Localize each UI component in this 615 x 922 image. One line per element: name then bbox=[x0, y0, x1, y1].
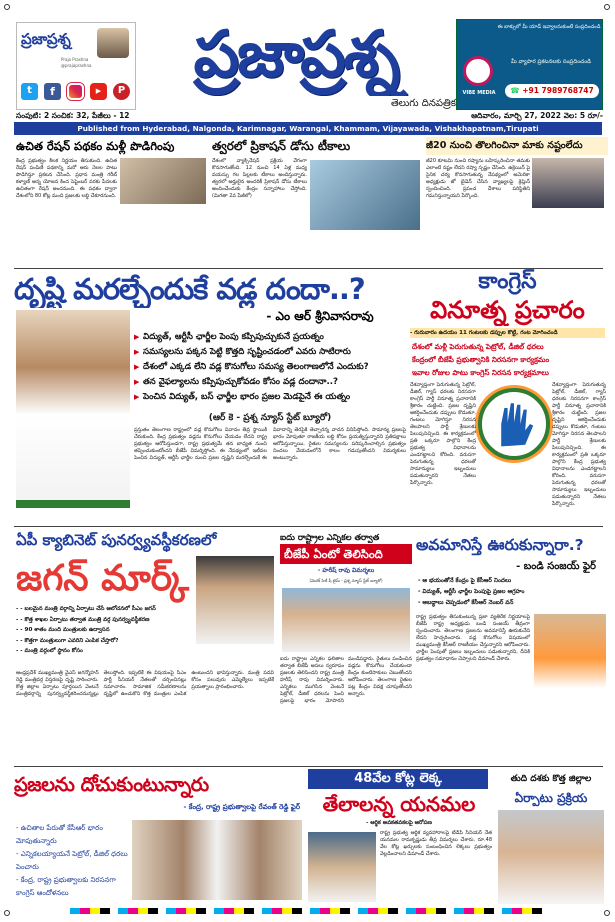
registration-mark bbox=[604, 4, 610, 10]
whatsapp-icon: ☎ bbox=[510, 86, 520, 95]
hand-icon bbox=[482, 392, 546, 456]
ad-phone[interactable] bbox=[505, 84, 599, 98]
congress-point: ఇవాల రోజుల పాటు కాంగ్రెస్ నిరసన కార్యక్రమాలు bbox=[412, 368, 549, 377]
row-divider bbox=[14, 766, 603, 767]
bjp-sub: - హరీష్ రావు విమర్శలు bbox=[317, 567, 375, 574]
lead-photo bbox=[16, 310, 130, 508]
congress-points bbox=[412, 340, 607, 380]
row-divider bbox=[14, 526, 603, 527]
lead-bullet: ▶ దేశంలో ఎక్కడ లేని వడ్ల కొనుగోలు సమస్య తెలంగాణలోనే ఎందుకు? bbox=[134, 360, 406, 375]
congress-headline-2: వినూత్న ప్రచారం bbox=[430, 296, 585, 324]
ap-point: - - బలమైన మంత్రి వర్గాన్ని ఏర్పాటు చేసే ఆలోచనలో సీఎం జగన్ bbox=[16, 604, 196, 615]
revanth-point: - కేంద్ర, రాష్ట్ర ప్రభుత్వాలకు నిరసనగా కాంగ్రెస్ ఆందోళనలు bbox=[16, 876, 116, 897]
logo-small: ప్రజాప్రశ్న bbox=[21, 30, 71, 48]
ad-top-text: ఈ బాక్సులో మీ యాడ్ ఇవ్వాలనుకుంటే సంప్రదించండి bbox=[497, 24, 601, 30]
logo-tag: Praja Prashna @prajaprashna bbox=[61, 57, 92, 68]
youtube-icon[interactable]: ▶ bbox=[90, 83, 107, 100]
ad-body: మీ వ్యాపార ప్రకటనలకు సంప్రదించండి bbox=[510, 59, 592, 65]
district-photo bbox=[498, 810, 604, 904]
bandi-headline: అవమానిస్తే ఊరుకున్నారా.? bbox=[416, 536, 584, 554]
ap-point: - - 90 శాతం మంది మంత్రులకు ఉద్వాసన bbox=[16, 625, 196, 636]
ap-point: - - కొత్తగా మంత్రులుగా ఎవరిని ఎంపిక చేస్తారో? bbox=[16, 636, 196, 647]
pinterest-icon[interactable]: P bbox=[113, 83, 130, 100]
bandi-body: రాష్ట్ర ప్రభుత్వం తీసుకుంటున్న ప్రజా వ్యతిరేక నిర్ణయాలపై బీజేపీ రాష్ట్ర అధ్యక్షుడు బండి సంజయ్ తీవ్రంగా స్పందించారు. తెలంగాణ ప్రజలను అవమానిస్తే ఊరుకునేది లేదని హెచ్చరించారు. వడ్ల కొనుగోలు విషయంలో ముఖ్యమంత్రి కేసీఆర్ రాజకీయం చేస్తున్నారని ఆరోపించారు. ఛార్జీల పెంపుతో ప్రజలు ఇబ్బందులు పడుతున్నారని, దీనికి ప్రభుత్వం సమాధానం చెప్పాలని డిమాండ్ చేశారు. bbox=[416, 614, 530, 662]
ration-photo bbox=[120, 158, 206, 204]
lead-bullet: ▶ విద్యుత్, ఆర్టీసీ ఛార్జీల పెంపు కప్పిపుచ్చుకునే ప్రయత్నం bbox=[134, 330, 406, 345]
booster-text: దేశంలో వ్యాక్సినేషన్ ప్రక్రియ వేగంగా కొనసాగుతోంది. 12 నుంచి 14 ఏళ్ల మధ్య వయస్సు గల పిల్లలకు టీకాలు అందిస్తున్నారు. త్వరలో అర్హులైన అందరికీ ప్రికాషన్ డోసు టీకాలు అందించేందుకు కేంద్రం సన్నాహాలు చేస్తోంది. (మిగతా 2వ పేజీలో) bbox=[212, 158, 307, 199]
revanth-photo bbox=[132, 820, 302, 900]
twitter-icon[interactable]: t bbox=[21, 83, 38, 100]
lead-headline: దృష్టి మరల్చేందుకే వడ్ల దందా..? bbox=[14, 272, 365, 306]
bjp-headline: బీజేపీ ఏంటో తెలిసింది bbox=[280, 544, 412, 564]
bandi-points bbox=[418, 576, 608, 612]
lead-bureau: (ఆర్ కె - ప్రశ్న న్యూస్ స్టేట్ బ్యూరో) bbox=[208, 413, 332, 423]
date-line: ఆదివారం, మార్చి 27, 2022 వెల: 5 రూ/- bbox=[471, 111, 603, 120]
yanamala-headline: తేలాలన్న యనమల bbox=[322, 792, 476, 816]
lead-body: ప్రస్తుతం తెలంగాణ రాష్ట్రంలో వడ్ల కొనుగోలు వివాదం తీవ్ర స్థాయికి చేరుకుంది. కేంద్ర ప్రభుత్వం వడ్లను కొనుగోలు చేయడం లేదని రాష్ట్ర ప్రభుత్వం ఆరోపిస్తుండగా, రాష్ట్ర ప్రభుత్వమే తన బాధ్యత నుంచి తప్పించుకుంటోందని బీజేపీ విమర్శిస్తోంది. ఈ నేపథ్యంలో ఇటీవల పెంచిన విద్యుత్, ఆర్టీసీ ఛార్జీల నుంచి ప్రజల దృష్టిని మరల్చేందుకే ఈ వివాదాన్ని తెరపైకి తెచ్చారన్న వాదన వినిపిస్తోంది. సామాన్య ప్రజలపై భారం మోపుతూ రాజకీయ లబ్ధి కోసం ప్రయత్నిస్తున్నారని ప్రతిపక్షాలు ఆరోపిస్తున్నాయి. రైతుల సమస్యలను పరిష్కరించాల్సిన ప్రభుత్వం నిందలు వేయడంలోనే కాలం గడుపుతోందని విమర్శకులు అంటున్నారు. bbox=[134, 427, 406, 461]
congress-point: దేశంలో మళ్లీ పెరుగుతున్న పెట్రోల్, డీజిల్ ధరలు bbox=[412, 342, 544, 351]
congress-headline-1: కాంగ్రెస్ bbox=[478, 269, 537, 294]
lead-bullets bbox=[134, 330, 406, 412]
bjp-body: ఐదు రాష్ట్రాల ఎన్నికల ఫలితాల తర్వాత బీజేపీ అసలు స్వరూపం ప్రజలకు తెలిసిందని రాష్ట్ర మంత్రి హరీష్ రావు విమర్శించారు. ఎన్నికలు ముగిసిన వెంటనే పెట్రోల్, డీజిల్ ధరలను పెంచి ప్రజలపై భారం మోపారని మండిపడ్డారు. రైతులు పండించిన వడ్లను కొనుగోలు చేయకుండా కేంద్రం కుంటిసాకులు చెబుతోందని ఆరోపించారు. తెలంగాణ రైతుల పట్ల కేంద్రం వివక్ష చూపుతోందని అన్నారు. bbox=[280, 656, 412, 704]
revanth-headline: ప్రజలను దోచుకుంటున్నారు bbox=[14, 773, 209, 796]
facebook-icon[interactable]: f bbox=[44, 83, 61, 100]
ration-headline: ఉచిత రేషన్ పథకం మళ్లీ పొడిగింపు bbox=[16, 139, 175, 153]
g20-headline: జీ20 నుంచి తొలగించినా మాకు నష్టంలేదు bbox=[426, 137, 608, 155]
booster-photo bbox=[310, 160, 420, 230]
g20-text: జీ20 కూటమి నుంచి రష్యాను బహిష్కరించినా తమకు ఎలాంటి నష్టం లేదని రష్యా స్పష్టం చేసింది. ఉక్రెయిన్ పై సైనిక చర్య కొనసాగుతున్న నేపథ్యంలో అమెరికా అధ్యక్షుడు జో బైడెన్ చేసిన వ్యాఖ్యలపై క్రెమ్లిన్ స్పందించింది. ప్రపంచ దేశాలు పరిస్థితిని గమనిస్తున్నాయని పేర్కొంది. bbox=[426, 158, 530, 199]
ration-text: కేంద్ర ప్రభుత్వం కీలక నిర్ణయం తీసుకుంది. ఉచిత రేషన్ పంపిణీ పథకాన్ని మరో ఆరు నెలల పాటు పొడిగిస్తూ ప్రకటన చేసింది. ప్రధాన మంత్రి గరీబ్ కళ్యాణ్ అన్న యోజన కింద సెప్టెంబర్ వరకు పేదలకు ఉచితంగా రేషన్ అందనుంది. ఈ పథకం ద్వారా దేశంలోని 80 కోట్ల మంది ప్రజలకు లబ్ధి చేకూరనుంది. bbox=[16, 158, 117, 199]
registration-mark bbox=[4, 910, 10, 916]
ap-point: - - కొత్త శాఖల ఏర్పాటు తర్వాత మంత్రి వర్గ పునర్వ్యవస్థీకరణ bbox=[16, 615, 196, 626]
biden-photo bbox=[532, 158, 604, 208]
yanamala-photo bbox=[308, 832, 376, 902]
yanamala-text: రాష్ట్ర ప్రభుత్వ ఆర్థిక వ్యవహారాలపై టీడీపీ సీనియర్ నేత యనమల రామకృష్ణుడు తీవ్ర విమర్శలు చేశారు. రూ.48 వేల కోట్ల ఖర్చులకు సంబంధించిన లెక్కలు ప్రభుత్వం వెల్లడించాలని డిమాండ్ చేశారు. bbox=[380, 830, 492, 857]
congress-sub: - గురువారం ఉదయం 11 గంటలకు డప్పుల కొట్టి, గంట మోగించండి bbox=[410, 328, 605, 338]
lead-bullet: ▶ తన వైఫల్యాలను కప్పిపుచ్చుకోవడం కోసం వడ్ల దందానా..? bbox=[134, 375, 406, 390]
jagan-photo bbox=[196, 556, 274, 644]
registration-mark bbox=[604, 910, 610, 916]
revanth-points bbox=[16, 822, 128, 902]
booster-headline: త్వరలో ప్రికాషన్ డోసు టీకాలు bbox=[212, 139, 351, 153]
bjp-kicker: ఐదు రాష్ట్రాల ఎన్నికల తర్వాత bbox=[280, 532, 380, 542]
ap-point: - - మంత్రి వర్గంలో స్థానం కోసం bbox=[16, 646, 196, 657]
logo-avatar bbox=[97, 28, 129, 58]
lead-bullet: ▶ పెంచిన విద్యుత్, బస్ ఛార్జీల భారం ప్రజల మెడపైనే ఈ యత్నం bbox=[134, 390, 406, 405]
lead-bullet: ▶ సమస్యలను పక్కన పెట్టి కొత్తది సృష్టించడంలో ఎవరు సాటిరారు bbox=[134, 345, 406, 360]
ap-body: ఆంధ్రప్రదేశ్ ముఖ్యమంత్రి వైఎస్ జగన్మోహన్ రెడ్డి మంత్రివర్గ విస్తరణపై దృష్టి సారించారు. కొత్త జిల్లాల ఏర్పాటు పూర్తయిన వెంటనే మంత్రివర్గాన్ని పునర్వ్యవస్థీకరించనున్నట్లు తెలుస్తోంది. ఇప్పటికే ఈ విషయంపై సీఎం పార్టీ సీనియర్ నేతలతో చర్చించినట్లు సమాచారం. సామాజిక సమీకరణాలను దృష్టిలో ఉంచుకొని కొత్త మంత్రుల ఎంపిక ఉంటుందని భావిస్తున్నారు. మంత్రి పదవి కోసం పలువురు ఎమ్మెల్యేలు ఇప్పటికే ప్రయత్నాలు ప్రారంభించారు. bbox=[16, 670, 274, 697]
instagram-icon[interactable] bbox=[67, 83, 84, 100]
yanamala-sub: - ఆర్థిక అవకతవకలపై ఆరోపణ bbox=[366, 820, 432, 826]
revanth-sub: - కేంద్ర, రాష్ట్ర ప్రభుత్వాలపై రేవంత్ రెడ్డి ఫైర్ bbox=[183, 803, 300, 811]
district-kicker: తుది దశకు కొత్త జిల్లాల bbox=[510, 774, 592, 784]
ad-logo bbox=[463, 56, 493, 86]
logo-box bbox=[16, 22, 136, 110]
published-bar: Published from Hyderabad, Nalgonda, Karimnagar, Warangal, Khammam, Vijayawada, Vishakhapatnam,Tirupati bbox=[14, 122, 602, 135]
masthead-subtitle: తెలుగు దినపత్రిక bbox=[390, 98, 456, 109]
registration-mark bbox=[4, 4, 10, 10]
yanamala-kicker: 48వేల కోట్ల లెక్క bbox=[308, 769, 488, 789]
revanth-point: - ఎన్నికలయ్యాయనే పెట్రోల్, డీజిల్ ధరలు పెంచారు bbox=[16, 850, 128, 871]
bandi-photo bbox=[534, 614, 606, 688]
revanth-point: - ఉచితాల పేరుతో కేసీఆర్ భారం మోపుతున్నారు bbox=[16, 824, 103, 845]
ap-kicker: ఏపీ క్యాబినెట్ పునర్వ్యవస్థీకరణలో bbox=[16, 531, 217, 549]
ap-headline: జగన్ మార్క్ bbox=[16, 558, 190, 599]
ad-phone-number: +91 7989768747 bbox=[522, 86, 594, 95]
congress-hand-icon bbox=[478, 388, 550, 460]
congress-body-2: దేశవ్యాప్తంగా పెరుగుతున్న పెట్రోల్, డీజిల్, గ్యాస్ ధరలకు నిరసనగా కాంగ్రెస్ పార్టీ వినూత్న ప్రచారానికి శ్రీకారం చుట్టింది. ప్రజల దృష్టిని ఆకర్షించేందుకు డప్పులు కొడుతూ, గంటలు మోగిస్తూ నిరసన తెలపాలని పార్టీ శ్రేణులకు పిలుపునిచ్చింది. ఈ కార్యక్రమంలో ప్రతి ఒక్కరూ పాల్గొని కేంద్ర ప్రభుత్వ విధానాలను ఎండగట్టాలని కోరింది. వరుసగా పెరుగుతున్న ధరలతో సామాన్యులు ఇబ్బందులు పడుతున్నారని నేతలు పేర్కొన్నారు. bbox=[552, 382, 606, 507]
congress-point: కేంద్రంలో బీజేపీ ప్రభుత్వానికి నిరసనగా కార్యక్రమం bbox=[412, 355, 550, 364]
ad-box[interactable] bbox=[456, 19, 603, 110]
district-headline: ఏర్పాటు ప్రక్రియ bbox=[514, 791, 588, 805]
ap-points bbox=[16, 604, 196, 668]
ad-brand: VIBE MEDIA bbox=[462, 90, 496, 96]
harish-photo bbox=[282, 588, 410, 652]
bandi-point: - ఆ భయంతోనే కేంద్రం పై కేసీఆర్ నిందలు bbox=[418, 578, 512, 584]
bjp-bureau: (మెదక్ సిటీ షీ టైమ్ - ప్రశ్న న్యూస్ స్టేట్ బ్యూరో) bbox=[309, 578, 383, 583]
color-bar bbox=[70, 908, 550, 914]
masthead-title: ప్రజాప్రశ్న bbox=[193, 18, 399, 92]
lead-byline: - ఎం ఆర్ శ్రీనివాసరావు bbox=[266, 309, 374, 323]
volume-line: సంపుటి: 2 సంచిక: 32, పేజీలు - 12 bbox=[16, 111, 130, 120]
bandi-sub: - బండి సంజయ్ ఫైర్ bbox=[516, 561, 596, 572]
social-icons bbox=[21, 83, 130, 100]
bandi-point: - అబద్ధాలు చెప్పడంలో కేసీఆర్ నెంబర్ వన్ bbox=[418, 600, 514, 606]
bandi-point: - విద్యుత్, ఆర్టీసీ ఛార్జీల పెంపుపై ప్రజల ఆగ్రహం bbox=[418, 589, 525, 595]
congress-body: దేశవ్యాప్తంగా పెరుగుతున్న పెట్రోల్, డీజిల్, గ్యాస్ ధరలకు నిరసనగా కాంగ్రెస్ పార్టీ వినూత్న ప్రచారానికి శ్రీకారం చుట్టింది. ప్రజల దృష్టిని ఆకర్షించేందుకు డప్పులు కొడుతూ, గంటలు మోగిస్తూ నిరసన తెలపాలని పార్టీ శ్రేణులకు పిలుపునిచ్చింది. ఈ కార్యక్రమంలో ప్రతి ఒక్కరూ పాల్గొని కేంద్ర ప్రభుత్వ విధానాలను ఎండగట్టాలని కోరింది. వరుసగా పెరుగుతున్న ధరలతో సామాన్యులు ఇబ్బందులు పడుతున్నారని నేతలు పేర్కొన్నారు. bbox=[410, 382, 476, 486]
